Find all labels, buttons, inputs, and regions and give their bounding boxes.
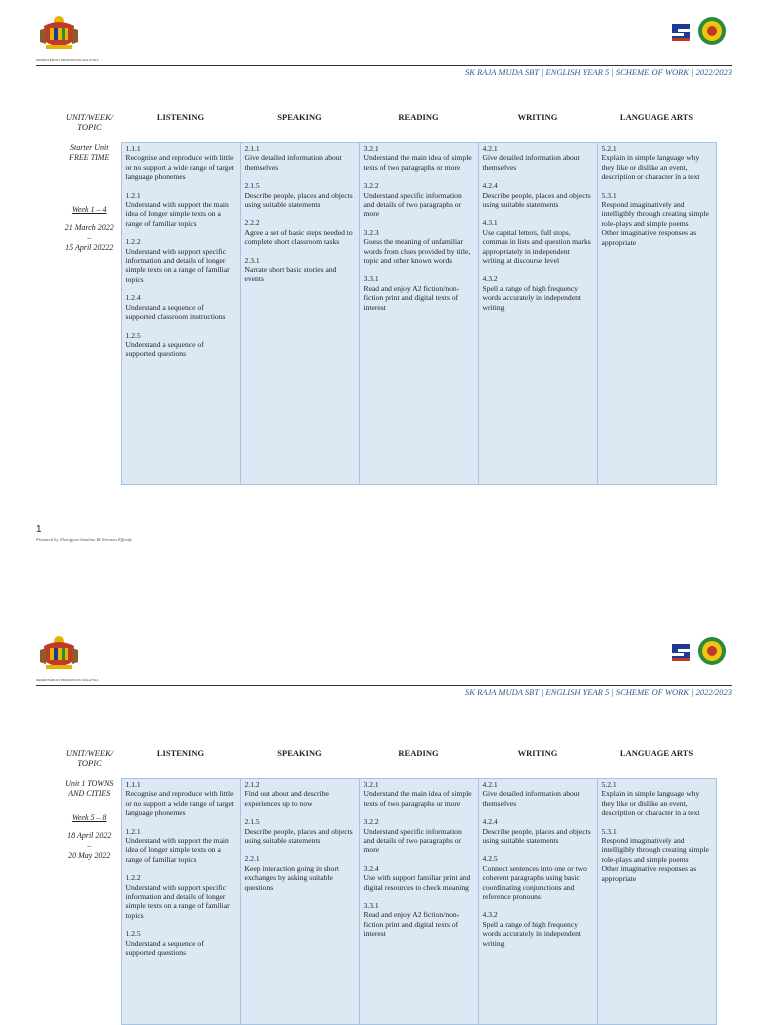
speaking-cell	[240, 143, 359, 485]
standard-description: Respond imaginatively and intelligibly through creating simple role-plays and simple poems	[601, 836, 709, 864]
standard-code: 4.2.1	[482, 144, 498, 153]
unit-week-cell	[58, 143, 121, 485]
column-header-listening: LISTENING	[156, 112, 205, 122]
standard-description: Understand the main idea of simple texts of two paragraphs or more	[363, 153, 472, 172]
spacer	[245, 209, 355, 218]
standard-description: Other imaginative responses as appropriate	[601, 228, 697, 247]
standard-code: 4.2.5	[482, 854, 498, 864]
standard-code: 1.2.2	[125, 873, 141, 883]
standard-code: 5.2.1	[601, 144, 617, 153]
spacer	[364, 808, 474, 817]
standard-description: Describe people, places and objects using suitable statements	[244, 826, 353, 846]
standard-item	[483, 181, 593, 209]
standard-code: 4.3.2	[482, 910, 498, 920]
coat-of-arms-icon	[36, 12, 106, 62]
standard-code: 4.2.4	[482, 181, 498, 191]
spacer	[126, 818, 236, 827]
ministry-caption: KEMENTERIAN PENDIDIKAN MALAYSIA	[36, 678, 99, 682]
column-header-speaking: SPEAKING	[277, 748, 322, 758]
week-range: Week 5 – 8	[71, 812, 107, 822]
standard-code: 1.1.1	[125, 144, 141, 153]
standard-item	[602, 228, 712, 247]
school-logos	[666, 634, 730, 668]
standard-item	[483, 274, 593, 312]
date-dash: –	[87, 232, 92, 242]
sk-emblem-icon	[698, 637, 726, 665]
date-to: 20 May 2022	[68, 850, 111, 860]
standard-code: 2.1.1	[244, 144, 260, 153]
standard-item	[245, 817, 355, 845]
language-arts-cell	[597, 779, 716, 1025]
standard-description: Agree a set of basic steps needed to complete short classroom tasks	[244, 227, 353, 247]
standard-description: Understand with support specific information and details of longer simple texts on a range of familiar topics	[125, 246, 230, 284]
standard-description: Read and enjoy A2 fiction/non-fiction print and digital texts of interest	[363, 283, 460, 312]
spacer	[483, 901, 593, 910]
week-range: Week 1 – 4	[71, 204, 107, 214]
table-row	[58, 779, 716, 1025]
standard-description: Give detailed information about themselves	[482, 789, 580, 808]
standard-description: Give detailed information about themselves	[482, 153, 580, 172]
scheme-table-page2	[58, 748, 717, 1025]
reading-cell	[359, 779, 478, 1025]
standard-item	[602, 780, 712, 818]
standard-item	[245, 256, 355, 284]
standard-item	[483, 780, 593, 808]
standard-description: Understand the main idea of simple texts of two paragraphs or more	[363, 789, 472, 808]
listening-cell	[121, 143, 240, 485]
unit-week-cell	[58, 779, 121, 1025]
spacer	[126, 864, 236, 873]
scheme-table-page1	[58, 112, 717, 485]
spacer	[245, 845, 355, 854]
spacer	[483, 265, 593, 274]
standard-description: Spell a range of high frequency words accurately in independent writing	[482, 283, 581, 312]
standard-code: 1.1.1	[125, 780, 141, 789]
standard-code: 3.2.2	[363, 817, 379, 827]
standard-description: Guess the meaning of unfamiliar words from clues provided by title, topic and other known words	[363, 237, 471, 266]
column-header-language-arts: LANGUAGE ARTS	[619, 112, 694, 122]
spacer	[483, 845, 593, 854]
table-row	[58, 143, 716, 485]
standard-description: Recognise and reproduce with little or no support a wide range of target language phonemes	[125, 153, 234, 182]
standard-item	[364, 817, 474, 855]
spacer	[364, 219, 474, 228]
standard-item	[245, 854, 355, 892]
standard-item	[364, 864, 474, 892]
header-rule	[36, 65, 732, 66]
standard-description: Connect sentences into one or two coherent paragraphs using basic coordinating conjunctions and reference pronouns	[482, 863, 587, 902]
standard-code: 2.1.2	[244, 780, 260, 789]
standard-description: Understand specific information and details of two paragraphs or more	[363, 190, 462, 219]
standard-code: 1.2.1	[125, 190, 141, 200]
standard-description: Narrate short basic stories and events	[244, 265, 337, 284]
ministry-caption: KEMENTERIAN PENDIDIKAN MALAYSIA	[36, 58, 99, 62]
standard-description: Understand with support the main idea of longer simple texts on a range of familiar topics	[125, 836, 229, 864]
standard-item	[126, 929, 236, 957]
standard-code: 3.2.1	[363, 144, 379, 153]
standard-item	[602, 191, 712, 229]
standard-item	[483, 817, 593, 845]
spacer	[364, 172, 474, 181]
standard-code: 2.1.5	[244, 181, 260, 191]
standard-code: 1.2.5	[125, 330, 141, 340]
school-badge-icon	[670, 640, 692, 662]
standard-code: 4.2.4	[482, 817, 498, 827]
standard-item	[483, 854, 593, 901]
standard-code: 3.2.2	[363, 181, 379, 191]
page-number: 1	[36, 524, 42, 535]
standard-description: Understand specific information and details of two paragraphs or more	[363, 826, 462, 855]
spacer	[364, 855, 474, 864]
writing-cell	[478, 143, 597, 485]
standard-item	[126, 144, 236, 182]
spacer	[126, 920, 236, 929]
standard-item	[602, 144, 712, 182]
standard-item	[126, 873, 236, 920]
document-page-2	[0, 620, 768, 1024]
standard-item	[483, 144, 593, 172]
standard-code: 2.1.5	[244, 817, 260, 827]
speaking-cell	[240, 779, 359, 1025]
spacer	[364, 892, 474, 901]
standard-code: 5.3.1	[601, 826, 617, 836]
spacer	[483, 172, 593, 181]
standard-item	[364, 780, 474, 808]
spacer	[245, 808, 355, 817]
standard-description: Understand a sequence of supported questions	[125, 339, 204, 359]
standard-description: Describe people, places and objects using suitable statements	[482, 190, 591, 210]
spacer	[245, 172, 355, 181]
standard-item	[364, 144, 474, 172]
standard-description: Describe people, places and objects using suitable statements	[244, 190, 353, 210]
standard-description: Recognise and reproduce with little or no support a wide range of target language phonemes	[125, 789, 234, 818]
column-header-language-arts: LANGUAGE ARTS	[619, 748, 694, 758]
standard-item	[126, 191, 236, 229]
standard-code: 1.2.5	[125, 929, 141, 939]
standard-item	[245, 780, 355, 808]
language-arts-cell	[597, 143, 716, 485]
unit-title: Starter Unit FREE TIME	[69, 142, 110, 162]
standard-description: Find out about and describe experiences up to now	[244, 789, 329, 808]
standard-code: 3.2.3	[363, 227, 379, 237]
spacer	[126, 182, 236, 191]
school-badge-icon	[670, 20, 692, 42]
standard-description: Understand a sequence of supported questions	[125, 938, 204, 958]
standard-item	[245, 181, 355, 209]
standard-code: 5.3.1	[601, 190, 617, 200]
standard-item	[126, 331, 236, 359]
standard-description: Explain in simple language why they like or dislike an event, description or character in a text	[601, 153, 700, 182]
date-to: 15 April 20222	[65, 242, 114, 252]
standard-code: 5.2.1	[601, 780, 617, 789]
standard-description: Respond imaginatively and intelligibly through creating simple role-plays and simple poems	[601, 200, 709, 228]
date-from: 18 April 2022	[67, 830, 112, 840]
spacer	[126, 228, 236, 237]
column-header-reading: READING	[398, 748, 439, 758]
school-logos	[666, 14, 730, 48]
standard-item	[126, 827, 236, 865]
column-header-writing: WRITING	[517, 112, 558, 122]
standard-code: 2.3.1	[244, 255, 260, 265]
reading-cell	[359, 143, 478, 485]
column-header-writing: WRITING	[517, 748, 558, 758]
spacer	[602, 818, 712, 827]
spacer	[245, 247, 355, 256]
standard-description: Read and enjoy A2 fiction/non-fiction print and digital texts of interest	[363, 910, 460, 939]
column-header-listening: LISTENING	[156, 748, 205, 758]
standard-description: Understand with support specific information and details of longer simple texts on a range of familiar topics	[125, 882, 230, 920]
standard-code: 1.2.4	[125, 293, 141, 303]
column-header-unit: UNIT/WEEK/ TOPIC	[65, 112, 114, 132]
school-line: SK RAJA MUDA SBT | ENGLISH YEAR 5 | SCHEME OF WORK | 2022/2023	[465, 687, 732, 697]
standard-description: Explain in simple language why they like or dislike an event, description or character in a text	[601, 789, 700, 818]
standard-item	[602, 827, 712, 865]
date-dash: –	[87, 840, 92, 850]
header-rule	[36, 685, 732, 686]
standard-item	[126, 237, 236, 284]
column-header-speaking: SPEAKING	[277, 112, 322, 122]
standard-item	[126, 780, 236, 818]
standard-description: Understand a sequence of supported classroom instructions	[125, 302, 226, 322]
coat-of-arms-icon	[36, 632, 106, 682]
standard-code: 3.2.4	[363, 863, 379, 873]
standard-code: 3.3.1	[363, 901, 379, 911]
sk-emblem-icon	[698, 17, 726, 45]
standard-item	[364, 901, 474, 939]
standard-item	[364, 181, 474, 219]
spacer	[483, 808, 593, 817]
date-from: 21 March 2022	[64, 222, 114, 232]
standard-description: Spell a range of high frequency words accurately in independent writing	[482, 919, 581, 948]
standard-code: 3.3.1	[363, 274, 379, 284]
standard-item	[245, 144, 355, 172]
standard-item	[126, 293, 236, 321]
standard-description: Understand with support the main idea of longer simple texts on a range of familiar topics	[125, 200, 229, 228]
standard-code: 1.2.2	[125, 237, 141, 247]
standard-code: 3.2.1	[363, 780, 379, 789]
standard-code: 4.3.1	[482, 218, 498, 228]
listening-cell	[121, 779, 240, 1025]
standard-description: Describe people, places and objects using suitable statements	[482, 826, 591, 846]
standard-item	[364, 274, 474, 312]
spacer	[126, 284, 236, 293]
standard-description: Give detailed information about themselves	[244, 153, 342, 172]
standard-code: 1.2.1	[125, 826, 141, 836]
standard-item	[483, 910, 593, 948]
table-header-row	[58, 112, 716, 143]
spacer	[126, 322, 236, 331]
standard-description: Use with support familiar print and digital resources to check meaning	[363, 873, 471, 892]
spacer	[602, 182, 712, 191]
standard-item	[364, 228, 474, 266]
standard-code: 2.2.1	[244, 854, 260, 864]
standard-item	[602, 864, 712, 883]
unit-title: Unit 1 TOWNS AND CITIES	[65, 778, 114, 798]
standard-item	[483, 218, 593, 265]
prepared-by: Prepared by Tharigyan Amalina Bt Norman Effendy	[36, 537, 133, 542]
spacer	[483, 209, 593, 218]
standard-item	[245, 218, 355, 246]
standard-description: Keep interaction going in short exchanges by asking suitable questions	[244, 863, 339, 892]
standard-description: Other imaginative responses as appropriate	[601, 864, 697, 883]
writing-cell	[478, 779, 597, 1025]
standard-code: 4.3.2	[482, 274, 498, 284]
table-header-row	[58, 748, 716, 779]
standard-code: 2.2.2	[244, 218, 260, 228]
column-header-unit: UNIT/WEEK/ TOPIC	[65, 748, 114, 768]
standard-description: Use capital letters, full stops, commas in lists and question marks appropriately in independent writing at discourse level	[482, 227, 591, 266]
school-line: SK RAJA MUDA SBT | ENGLISH YEAR 5 | SCHEME OF WORK | 2022/2023	[465, 67, 732, 77]
standard-code: 4.2.1	[482, 780, 498, 789]
spacer	[364, 265, 474, 274]
column-header-reading: READING	[398, 112, 439, 122]
